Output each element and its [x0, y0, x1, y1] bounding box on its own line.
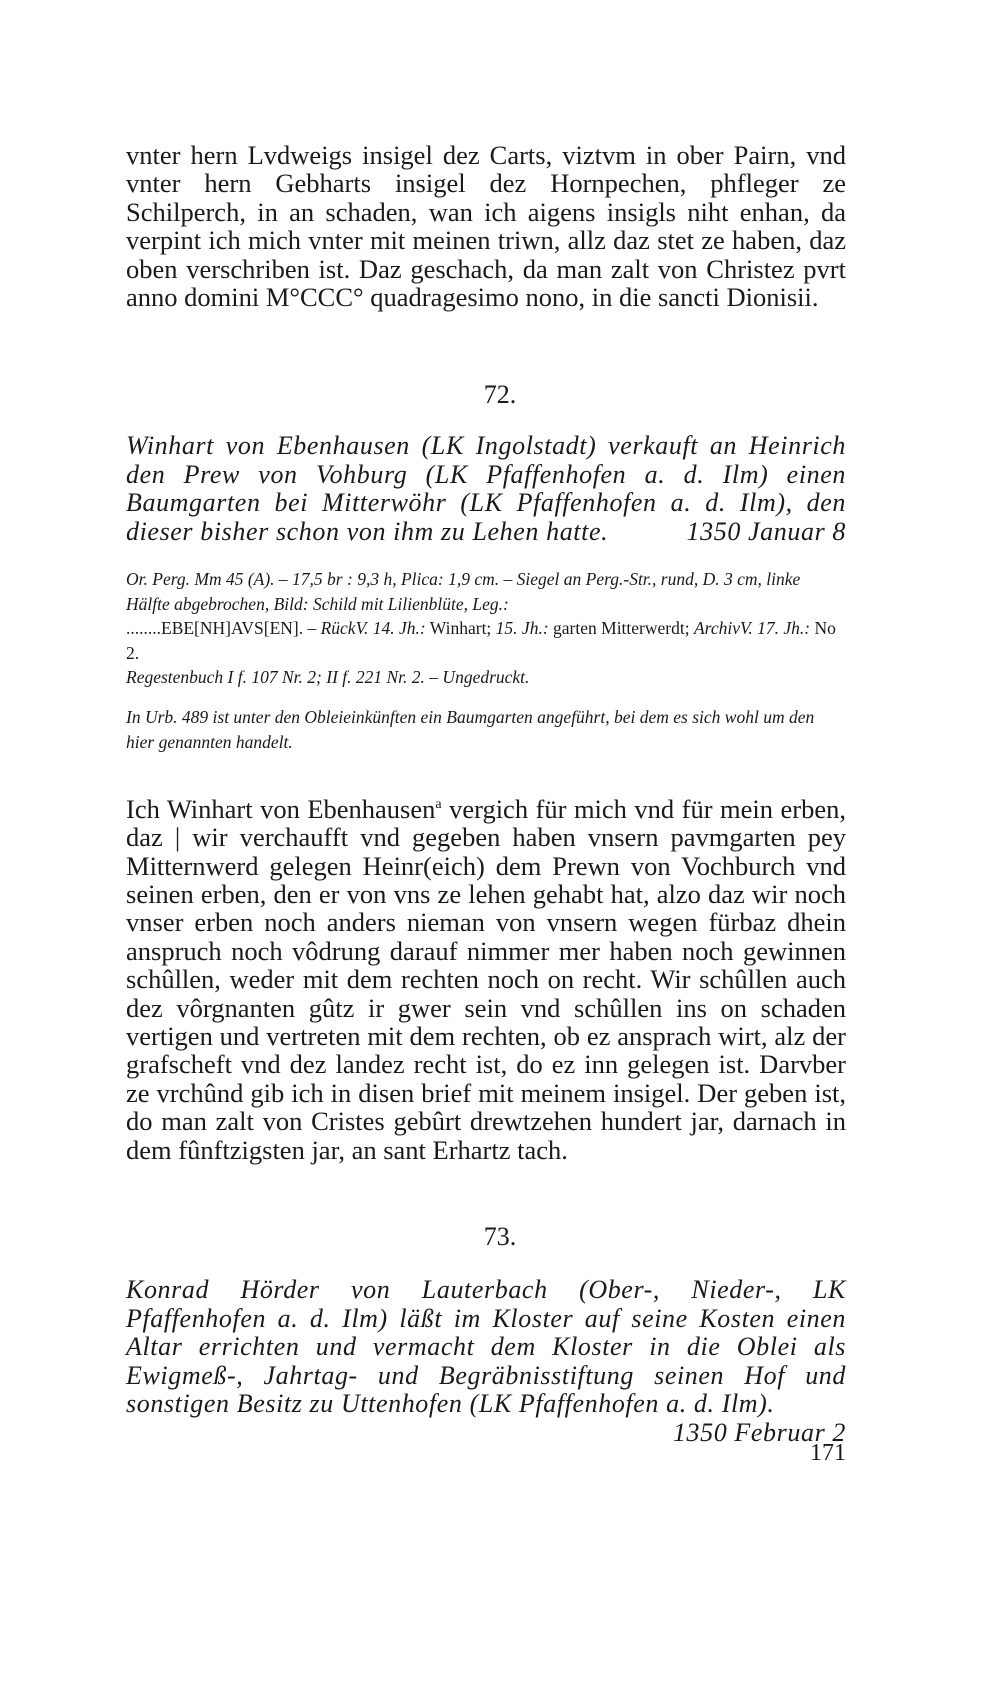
- document-number-72: 72.: [483, 380, 517, 409]
- paragraph: vnter hern Lvdweigs insigel dez Carts, viztvm in ober Pairn, vnd vnter hern Gebharts insigel dez Hornpechen, phfleger ze Schilperch, in an schaden, wan ich aigens insigls niht enhan, da verpint ich mich vnter mit meinen triwn, allz daz stet ze haben, daz oben verschriben ist. Daz geschach, da man zalt von Christez pvrt anno domini M°CCC° quadragesimo nono, in die sancti Dionisii.: [126, 140, 846, 313]
- page-number: 171: [810, 1440, 846, 1466]
- regest-date: 1350 Februar 2: [672, 1417, 846, 1447]
- footnote-marker: a: [435, 797, 442, 812]
- commentary-72: In Urb. 489 ist unter den Obleieinkünften ein Baumgarten angeführt, bei dem es sich wohl um den hier genannten handelt.: [126, 707, 815, 752]
- notes-line: Or. Perg. Mm 45 (A). – 17,5 br : 9,3 h, Plica: 1,9 cm. – Siegel an Perg.-Str., rund, D. 3 cm, linke Hälfte abgebrochen, Bild: Schild mit Lilienblüte, Leg.:: [126, 569, 801, 614]
- notes-line: ........EBE[NH]AVS[EN]. – RückV. 14. Jh.: Winhart; 15. Jh.: garten Mitterwerdt; ArchivV. 17. Jh.: No 2.: [126, 618, 836, 663]
- paragraph: Ich Winhart von Ebenhausen$^a$ vergich für mich vnd für mein erben, daz | wir verchaufft vnd gegeben haben vnsern pavmgarten pey Mitternwerd gelegen Heinr(eich) dem Prewn von Vochburch vnd seinen erben, den er von vns ze lehen gehabt hat, alzo daz wir noch vnser erben noch anders nieman von vnsern wegen fürbaz dhein anspruch noch vôdrung darauf nimmer mer haben noch gewinnen schûllen, weder mit dem rechten noch on recht. Wir schûllen auch dez vôrgnanten gûtz ir gwer sein vnd schûllen ins on schaden vertigen und vertreten mit dem rechten, ob ez ansprach wirt, alz der grafscheft vnd dez landez recht ist, do ez inn gelegen ist. Darvber ze vrchûnd gib ich in disen brief mit meinem insigel. Der geben ist, do man zalt von Cristes gebûrt drewtzehen hundert jar, darnach in dem fûnftzigsten jar, an sant Erhartz tach.: [126, 793, 846, 1165]
- regest-date: 1350 Januar 8: [686, 516, 846, 546]
- regest-text: Winhart von Ebenhausen (LK Ingolstadt) verkauft an Heinrich den Prew von Vohburg (LK Pfaffenhofen a. d. Ilm) einen Baumgarten bei Mitterwöhr (LK Pfaffenhofen a. d. Ilm), den dieser bisher schon von ihm zu Lehen hatte.: [126, 431, 846, 546]
- regest-text: Konrad Hörder von Lauterbach (Ober-, Nieder-, LK Pfaffenhofen a. d. Ilm) läßt im Kloster auf seine Kosten einen Altar errichten und vermacht dem Kloster in die Oblei als Ewigmeß-, Jahrtag- und Begräbnisstiftung seinen Hof und sonstigen Besitz zu Uttenhofen (LK Pfaffenhofen a. d. Ilm).: [126, 1275, 846, 1418]
- source-notes-72: [126, 567, 846, 690]
- charter-text-72: [126, 791, 846, 1164]
- seal-legend: ........EBE[NH]AVS[EN].: [126, 618, 304, 638]
- regest-72: [126, 432, 846, 546]
- regest-73: [126, 1276, 846, 1447]
- charter-text-71-end: [126, 141, 846, 311]
- document-number-73: 73.: [483, 1222, 517, 1251]
- notes-line: Regestenbuch I f. 107 Nr. 2; II f. 221 Nr. 2. – Ungedruckt.: [126, 667, 530, 687]
